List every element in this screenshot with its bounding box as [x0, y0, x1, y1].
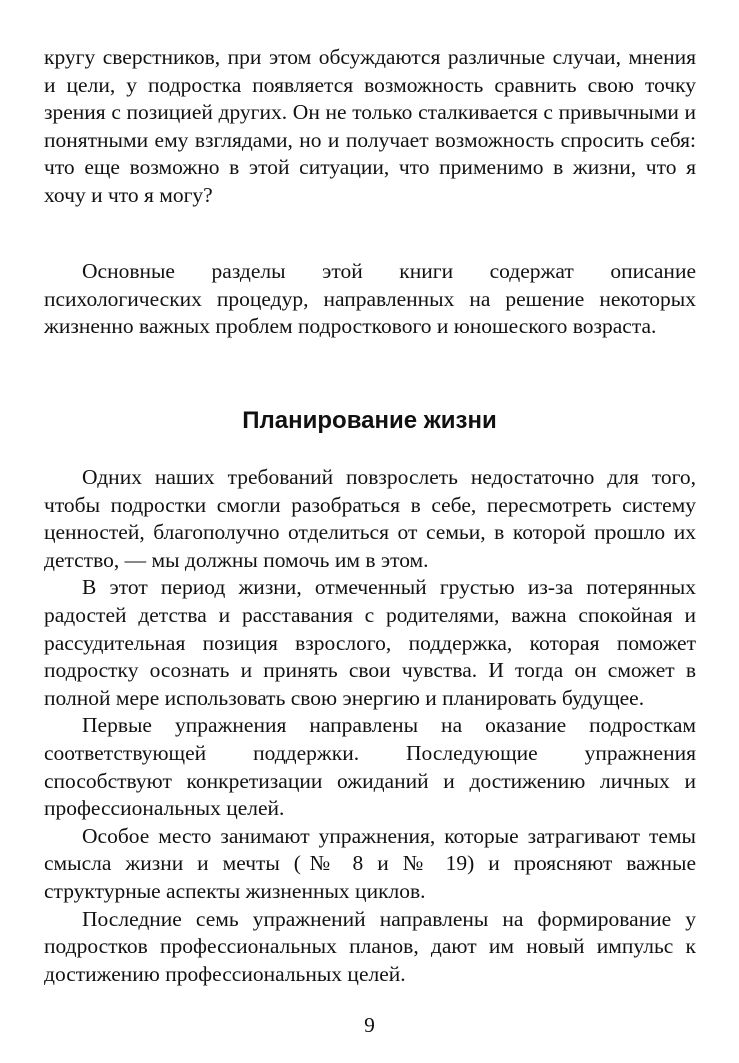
- body-paragraph: В этот период жизни, отмеченный грустью из-за потерянных радостей детства и расставания с родителями, важна спокойная и рассудительная позиция взрослого, поддержка, которая поможет подростку осознать и принять свои чувства. И тогда он сможет в полной мере использовать свою энергию и планировать будущее.: [44, 575, 696, 710]
- intro-block: [44, 258, 696, 341]
- section-body: [44, 464, 696, 988]
- intro-paragraph: Основные разделы этой книги содержат описание психологических процедур, направленных на решение некоторых жизненно важных проблем подросткового и юношеского возраста.: [44, 259, 696, 339]
- body-paragraph: Последние семь упражнений направлены на формирование у подростков профессиональных планов, дают им новый импульс к достижению профессиональных целей.: [44, 906, 696, 986]
- body-paragraph: Особое место занимают упражнения, которые затрагивают темы смысла жизни и мечты (№ 8 и № 19) и проясняют важные структурные аспекты жизненных циклов.: [44, 823, 696, 903]
- section-title: Планирование жизни: [242, 407, 497, 434]
- body-paragraph: Одних наших требований повзрослеть недостаточно для того, чтобы подростки смогли разобраться в себе, пересмотреть систему ценностей, благополучно отделиться от семьи, в которой прошло их детство, — мы должны помочь им в этом.: [44, 465, 696, 572]
- body-paragraph: Первые упражнения направлены на оказание подросткам соответствующей поддержки. Последующие упражнения способствуют конкретизации ожиданий и достижению личных и профессиональных целей.: [44, 713, 696, 821]
- continuation-block: [44, 44, 696, 210]
- continuation-paragraph: кругу сверстников, при этом обсуждаются различные случаи, мнения и цели, у подростка появляется возможность сравнить свою точку зрения с позицией других. Он не только сталкивается с привычными и понятными ему взглядами, но и получает возможность спросить себя: что еще возможно в этой ситуации, что применимо в жизни, что я хочу и что я могу?: [44, 45, 696, 207]
- page-number: 9: [364, 1013, 375, 1037]
